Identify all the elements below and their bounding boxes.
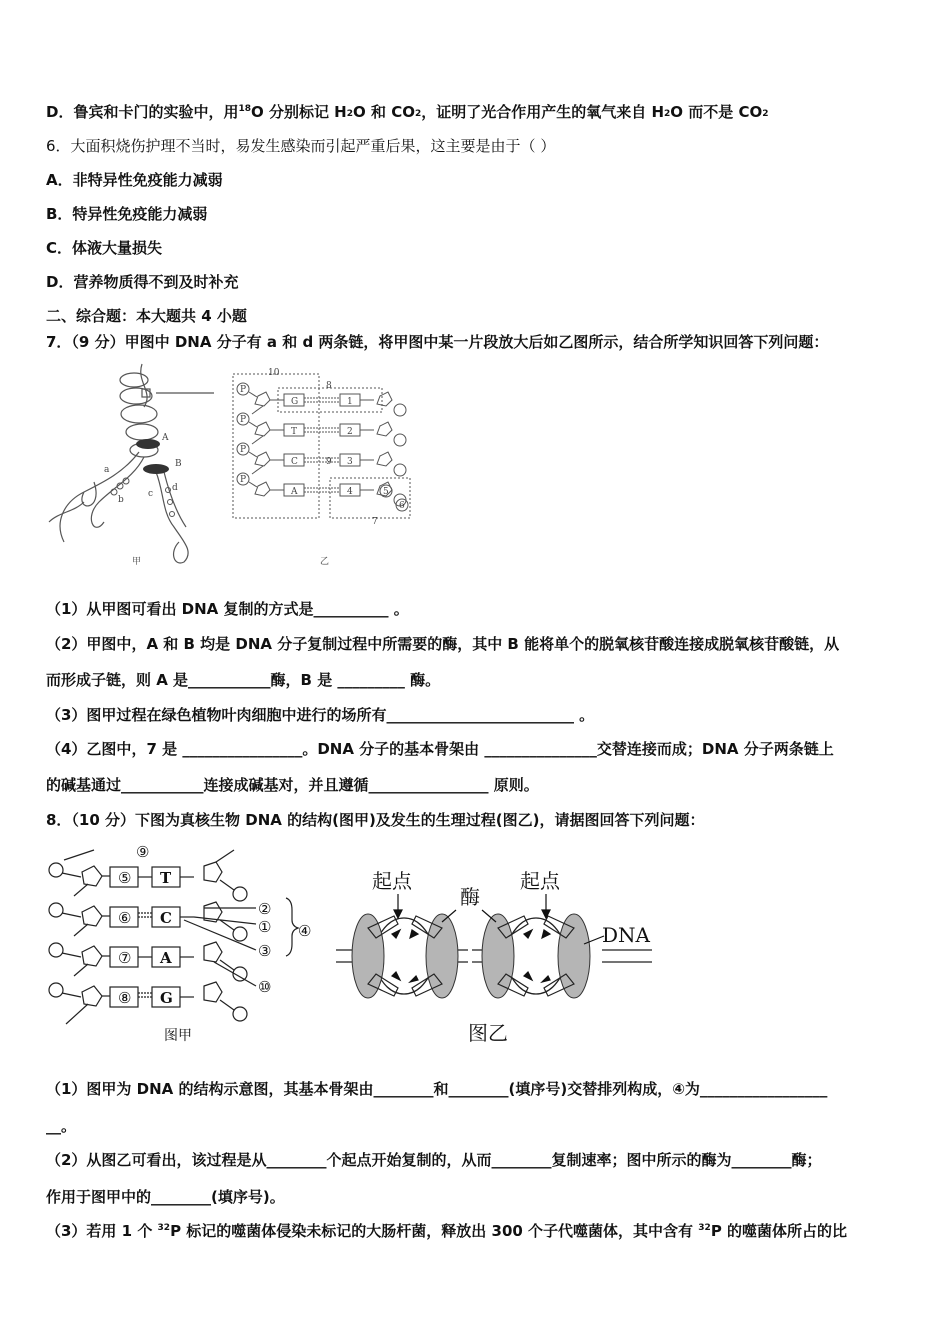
base-C: C [291, 457, 298, 467]
q6-option-b: B．特异性免疫能力减弱 [46, 205, 208, 223]
q7-sub4-line1: （4）乙图中，7 是 ________________。DNA 分子的基本骨架由 _______________交替连接而成；DNA 分子两条链上 [46, 740, 834, 758]
q7-sub4-line2: 的碱基通过___________连接成碱基对，并且遵循________________ 原则。 [46, 776, 539, 794]
p-label-3: P [240, 445, 247, 455]
circ-5: ⑤ [118, 869, 132, 887]
label-b: b [118, 495, 124, 505]
circ-10: ⑩ [258, 978, 272, 996]
num-7: 7 [372, 517, 378, 527]
label-B: B [175, 459, 182, 469]
base-G: G [291, 397, 299, 407]
q7-figure-yi [230, 366, 420, 572]
q8-figure-jia [44, 840, 324, 1050]
p-label-1: P [240, 385, 247, 395]
base-T: T [291, 427, 298, 437]
base-C: C [160, 909, 172, 927]
label-c: c [148, 489, 154, 499]
base-G: G [160, 989, 173, 1007]
q7-sub2-line1: （2）甲图中，A 和 B 均是 DNA 分子复制过程中所需要的酶，其中 B 能将单个的脱氧核苷酸连接成脱氧核苷酸链，从 [46, 635, 840, 653]
base-A: A [160, 949, 172, 967]
label-d: d [172, 483, 178, 493]
base-T: T [160, 869, 172, 887]
p-label-2: P [240, 415, 247, 425]
label-mei: 酶 [460, 885, 480, 909]
num-1: 1 [347, 397, 353, 407]
p-label-4: P [240, 475, 247, 485]
label-dna: DNA [602, 923, 650, 947]
q8-sub2-line2: 作用于图甲中的________(填序号)。 [46, 1188, 285, 1206]
q5-option-d: D．鲁宾和卡门的实验中，用$^{18}$O 分别标记 $H_2O$ 和 $CO_2$，证明了光合作用产生的氧气来自 $H_2O$ 而不是 $CO_2$ [46, 103, 769, 121]
q7-sub3: （3）图甲过程在绿色植物叶肉细胞中进行的场所有_________________________ 。 [46, 706, 595, 724]
q8-stem: 8．（10 分）下图为真核生物 DNA 的结构(图甲)及发生的生理过程(图乙)，请据图回答下列问题： [46, 811, 705, 829]
label-A: A [162, 433, 169, 443]
q7-sub1: （1）从甲图可看出 DNA 复制的方式是__________ 。 [46, 600, 409, 618]
q8-sub3: （3）若用 1 个 $^{32}$P 标记的噬菌体侵染未标记的大肠杆菌，释放出 300 个子代噬菌体，其中含有 $^{32}$P 的噬菌体所占的比 [46, 1222, 848, 1240]
circ-8: ⑧ [118, 989, 132, 1007]
q7-stem: 7．（9 分）甲图中 DNA 分子有 a 和 d 两条链，将甲图中某一片段放大后如乙图所示，结合所学知识回答下列问题： [46, 333, 829, 351]
circ-7: ⑦ [118, 949, 132, 967]
num-10: 10 [268, 368, 280, 378]
q8-sub1-line1: （1）图甲为 DNA 的结构示意图，其基本骨架由________和________(填序号)交替排列构成，④为_________________ [46, 1080, 828, 1098]
num-4: 4 [347, 487, 353, 497]
caption-yi: 乙 [320, 557, 330, 567]
q8-sub2-line1: （2）从图乙可看出，该过程是从________个起点开始复制的，从而________复制速率；图中所示的酶为________酶； [46, 1151, 822, 1169]
num-9: 9 [326, 457, 332, 467]
circ-4: ④ [298, 922, 312, 940]
caption-jia: 甲 [132, 557, 142, 567]
num-6: 6 [399, 501, 405, 511]
circ-1: ① [258, 918, 272, 936]
caption-tuyi: 图乙 [468, 1021, 508, 1045]
q7-figure-jia [44, 362, 234, 572]
q6-option-a: A．非特异性免疫能力减弱 [46, 171, 223, 189]
label-qidian-2: 起点 [520, 869, 560, 893]
caption-tujia: 图甲 [164, 1028, 192, 1044]
q6-option-c: C．体液大量损失 [46, 239, 163, 257]
section-heading: 二、综合题：本大题共 4 小题 [46, 307, 247, 325]
num-2: 2 [347, 427, 353, 437]
circ-9: ⑨ [136, 843, 150, 861]
q8-figure-yi [332, 866, 672, 1052]
circ-6: ⑥ [118, 909, 132, 927]
label-a: a [104, 465, 110, 475]
circ-2: ② [258, 900, 272, 918]
q6-option-d: D．营养物质得不到及时补充 [46, 273, 239, 291]
base-A: A [291, 487, 298, 497]
num-5: 5 [383, 487, 389, 497]
circ-3: ③ [258, 942, 272, 960]
q7-sub2-line2: 而形成子链，则 A 是___________酶，B 是 _________ 酶。 [46, 671, 441, 689]
label-qidian-1: 起点 [372, 869, 412, 893]
num-3: 3 [347, 457, 353, 467]
num-8: 8 [326, 381, 332, 391]
q8-sub1-line2: __。 [46, 1117, 77, 1135]
q6-stem: 6．大面积烧伤护理不当时，易发生感染而引起严重后果，这主要是由于（ ） [46, 137, 556, 155]
